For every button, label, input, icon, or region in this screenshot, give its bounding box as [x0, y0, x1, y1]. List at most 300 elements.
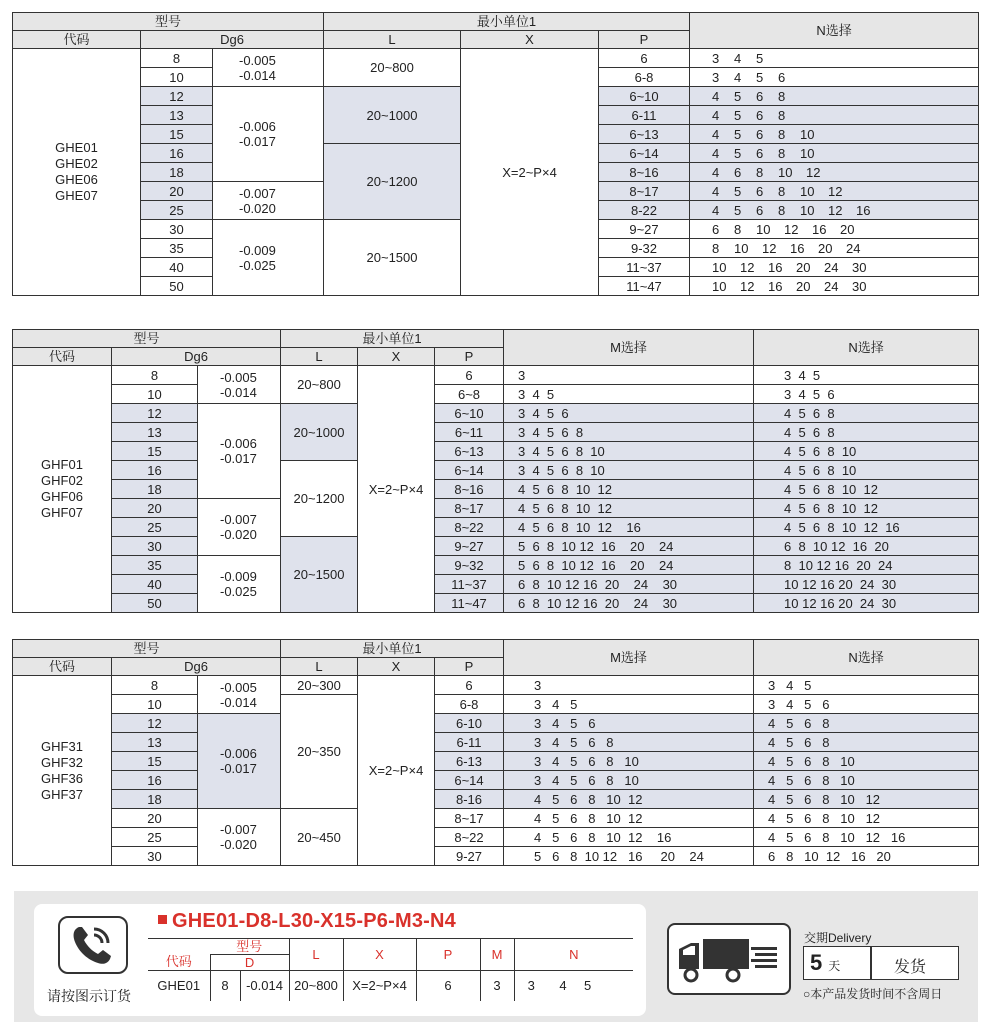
m-select-cell: 3 4 5 [504, 695, 754, 714]
ex-header-n: N [514, 939, 633, 971]
n-select-cell [690, 87, 979, 106]
m-select-cell: 3 4 5 6 8 10 [504, 461, 754, 480]
p-cell: 6-8 [435, 695, 504, 714]
n-select-cell: 4 5 6 8 10 [754, 752, 979, 771]
code-value: GHF07 [41, 505, 83, 520]
n-value: 6 [778, 69, 786, 85]
code-cell [13, 49, 141, 296]
p-cell: 8~17 [435, 499, 504, 518]
n-value: 5 [734, 107, 742, 123]
m-select-cell: 3 4 5 6 8 10 [504, 752, 754, 771]
n-select-cell [690, 201, 979, 220]
table-row [13, 556, 979, 575]
n-select-cell: 3 4 5 6 [754, 695, 979, 714]
n-value: 8 [778, 202, 786, 218]
code-value: GHF01 [41, 457, 83, 472]
m-select-cell: 4 5 6 8 10 12 [504, 790, 754, 809]
code-cell [13, 676, 112, 866]
n-value: 10 [734, 240, 749, 256]
n-value: 24 [846, 240, 861, 256]
d-cell: 10 [112, 385, 198, 404]
ex-value-tol: -0.014 [240, 971, 289, 1002]
d-cell: 15 [112, 752, 198, 771]
n-value: 4 [734, 50, 742, 66]
n-select-cell: 4 5 6 8 [754, 714, 979, 733]
m-select-cell: 3 4 5 6 8 [504, 733, 754, 752]
p-cell: 8~16 [599, 163, 690, 182]
n-value: 8 [778, 145, 786, 161]
n-value: 16 [768, 259, 783, 275]
header-type: 型号 [13, 13, 324, 31]
p-cell: 6~14 [435, 461, 504, 480]
n-select-cell [690, 258, 979, 277]
p-cell: 6 [435, 366, 504, 385]
tolerance-upper: -0.007 [220, 512, 257, 527]
p-cell: 11~37 [435, 575, 504, 594]
ex-value-d: 8 [210, 971, 240, 1002]
m-select-cell: 6 8 10 12 16 20 24 30 [504, 575, 754, 594]
code-value: GHF37 [41, 786, 83, 802]
code-value: GHF06 [41, 489, 83, 504]
p-cell: 6-11 [599, 106, 690, 125]
n-select-cell: 4 5 6 8 10 12 [754, 499, 979, 518]
d-cell: 12 [112, 714, 198, 733]
n-select-cell [690, 49, 979, 68]
n-value: 5 [756, 69, 764, 85]
truck-icon [667, 923, 791, 995]
p-cell: 8~22 [435, 518, 504, 537]
n-value: 20 [796, 259, 811, 275]
delivery-days-unit: 天 [828, 959, 841, 973]
tolerance-lower: -0.017 [239, 134, 276, 149]
m-select-cell: 6 8 10 12 16 20 24 30 [504, 594, 754, 613]
tolerance-lower: -0.017 [220, 451, 257, 466]
table-row [13, 771, 979, 790]
l-cell: 20~1000 [324, 87, 461, 144]
header-l: L [281, 658, 358, 676]
n-select-cell: 4 5 6 8 10 12 [754, 480, 979, 499]
n-select-cell: 4 5 6 8 10 12 [754, 790, 979, 809]
example-part-number [158, 910, 456, 933]
header-code: 代码 [13, 348, 112, 366]
tolerance-upper: -0.006 [220, 436, 257, 451]
tolerance-lower: -0.014 [220, 694, 257, 710]
l-cell: 20~350 [281, 695, 358, 809]
d-cell: 35 [141, 239, 213, 258]
p-cell: 6~13 [599, 125, 690, 144]
p-cell: 8-16 [435, 790, 504, 809]
p-cell: 9~27 [435, 537, 504, 556]
tolerance-upper: -0.009 [220, 569, 257, 584]
n-value: 10 [800, 202, 815, 218]
tolerance-cell [213, 87, 324, 182]
ex-header-p: P [416, 939, 480, 971]
tolerance-cell [198, 366, 281, 404]
table-row [13, 499, 979, 518]
n-value: 6 [712, 221, 720, 237]
m-select-cell: 4 5 6 8 10 12 16 [504, 828, 754, 847]
table-row [13, 828, 979, 847]
table-row [13, 809, 979, 828]
ex-value-m: 3 [480, 971, 514, 1002]
header-m-select: M选择 [504, 330, 754, 366]
d-cell: 50 [112, 594, 198, 613]
ex-value-n1: 3 [514, 971, 548, 1002]
code-cell [13, 366, 112, 613]
n-value: 20 [818, 240, 833, 256]
n-select-cell [690, 68, 979, 87]
d-cell: 30 [112, 537, 198, 556]
tolerance-cell [213, 182, 324, 220]
delivery-days-value: 5 [810, 950, 823, 975]
d-cell: 18 [112, 480, 198, 499]
header-min-unit: 最小单位1 [324, 13, 690, 31]
code-value: GHF32 [41, 754, 83, 770]
spec-table-ghe [12, 12, 979, 296]
n-select-cell: 4 5 6 8 10 12 16 [754, 828, 979, 847]
l-cell: 20~1200 [324, 144, 461, 220]
p-cell: 6-8 [599, 68, 690, 87]
n-value: 8 [756, 164, 764, 180]
d-cell: 25 [112, 828, 198, 847]
d-cell: 30 [141, 220, 213, 239]
m-select-cell: 3 4 5 6 [504, 714, 754, 733]
tolerance-cell [198, 556, 281, 613]
tolerance-lower: -0.025 [239, 257, 276, 273]
p-cell: 11~47 [435, 594, 504, 613]
n-value: 6 [756, 107, 764, 123]
header-type: 型号 [13, 330, 281, 348]
tolerance-cell [198, 404, 281, 499]
n-value: 12 [740, 259, 755, 275]
n-value: 5 [756, 50, 764, 66]
n-value: 5 [734, 183, 742, 199]
table-row [13, 404, 979, 423]
n-value: 16 [812, 221, 827, 237]
tolerance-upper: -0.005 [239, 52, 276, 68]
tolerance-lower: -0.020 [239, 200, 276, 216]
n-select-cell: 6 8 10 12 16 20 [754, 847, 979, 866]
n-value: 12 [806, 164, 821, 180]
m-select-cell: 3 4 5 6 8 10 [504, 771, 754, 790]
tolerance-upper: -0.006 [239, 119, 276, 134]
p-cell: 6 [599, 49, 690, 68]
order-instruction: 请按图示订货 [47, 988, 131, 1004]
x-cell: X=2~P×4 [358, 676, 435, 866]
m-select-cell: 5 6 8 10 12 16 20 24 [504, 556, 754, 575]
n-value: 6 [756, 126, 764, 142]
d-cell: 25 [112, 518, 198, 537]
n-select-cell: 4 5 6 8 10 [754, 771, 979, 790]
table-row [13, 423, 979, 442]
square-bullet-icon [158, 915, 167, 924]
header-code: 代码 [13, 658, 112, 676]
n-value: 6 [734, 164, 742, 180]
tolerance-lower: -0.025 [220, 584, 257, 599]
header-n-select: N选择 [754, 640, 979, 676]
p-cell: 6~11 [435, 423, 504, 442]
d-cell: 20 [112, 809, 198, 828]
d-cell: 8 [112, 366, 198, 385]
x-cell: X=2~P×4 [461, 49, 599, 296]
ex-value-p: 6 [416, 971, 480, 1002]
code-value: GHE01 [55, 140, 98, 155]
d-cell: 35 [112, 556, 198, 575]
p-cell: 6~10 [435, 404, 504, 423]
m-select-cell: 3 [504, 366, 754, 385]
ex-header-code: 代码 [148, 955, 210, 971]
ex-header-type: 型号 [210, 939, 289, 955]
ex-value-l: 20~800 [289, 971, 343, 1002]
ex-value-n3: 5 [578, 971, 633, 1002]
n-value: 6 [756, 145, 764, 161]
n-select-cell: 4 5 6 8 [754, 423, 979, 442]
n-select-cell: 6 8 10 12 16 20 [754, 537, 979, 556]
m-select-cell: 5 6 8 10 12 16 20 24 [504, 537, 754, 556]
tolerance-cell [198, 499, 281, 556]
delivery-note [803, 985, 942, 1002]
n-value: 8 [778, 107, 786, 123]
n-select-cell: 4 5 6 8 10 [754, 461, 979, 480]
example-code-text: GHE01-D8-L30-X15-P6-M3-N4 [172, 910, 456, 932]
m-select-cell: 4 5 6 8 10 12 16 [504, 518, 754, 537]
p-cell: 8~16 [435, 480, 504, 499]
m-select-cell: 3 [504, 676, 754, 695]
header-x: X [358, 348, 435, 366]
n-value: 5 [734, 88, 742, 104]
n-value: 3 [712, 50, 720, 66]
header-type: 型号 [13, 640, 281, 658]
tolerance-lower: -0.020 [220, 527, 257, 542]
ex-value-n2: 4 [548, 971, 578, 1002]
p-cell: 6-11 [435, 733, 504, 752]
tolerance-upper: -0.007 [239, 185, 276, 201]
table-row [13, 575, 979, 594]
p-cell: 8~17 [435, 809, 504, 828]
n-value: 12 [784, 221, 799, 237]
d-cell: 15 [112, 442, 198, 461]
code-value: GHF36 [41, 770, 83, 786]
n-select-cell: 10 12 16 20 24 30 [754, 575, 979, 594]
d-cell: 18 [112, 790, 198, 809]
table-row [13, 676, 979, 695]
ex-header-l: L [289, 939, 343, 971]
table-row [13, 366, 979, 385]
tolerance-upper: -0.009 [239, 242, 276, 258]
delivery-label: 交期Delivery [804, 931, 872, 945]
header-p: P [435, 348, 504, 366]
n-value: 8 [778, 183, 786, 199]
l-cell: 20~1500 [324, 220, 461, 296]
p-cell: 11~47 [599, 277, 690, 296]
d-cell: 18 [141, 163, 213, 182]
p-cell: 6~14 [435, 771, 504, 790]
n-value: 8 [712, 240, 720, 256]
n-select-cell: 4 5 6 8 10 12 16 [754, 518, 979, 537]
n-select-cell: 10 12 16 20 24 30 [754, 594, 979, 613]
d-cell: 15 [141, 125, 213, 144]
p-cell: 6~8 [435, 385, 504, 404]
d-cell: 20 [141, 182, 213, 201]
table-row [13, 518, 979, 537]
n-select-cell [690, 144, 979, 163]
delivery-note-text: 本产品发货时间不含周日 [810, 987, 943, 1001]
d-cell: 12 [141, 87, 213, 106]
header-x: X [461, 31, 599, 49]
p-cell: 9~32 [435, 556, 504, 575]
p-cell: 9~27 [599, 220, 690, 239]
tolerance-lower: -0.014 [220, 384, 257, 400]
p-cell: 6-10 [435, 714, 504, 733]
d-cell: 50 [141, 277, 213, 296]
d-cell: 8 [112, 676, 198, 695]
tolerance-upper: -0.005 [220, 679, 257, 695]
n-select-cell: 4 5 6 8 10 [754, 442, 979, 461]
d-cell: 13 [141, 106, 213, 125]
delivery-ship: 发货 [894, 959, 927, 976]
table-row [13, 790, 979, 809]
code-value: GHE06 [55, 172, 98, 187]
ex-header-m: M [480, 939, 514, 971]
d-cell: 40 [112, 575, 198, 594]
n-value: 16 [856, 202, 871, 218]
table-row [13, 49, 979, 68]
n-value: 10 [756, 221, 771, 237]
d-cell: 20 [112, 499, 198, 518]
n-value: 4 [712, 202, 720, 218]
table-row [13, 480, 979, 499]
n-value: 4 [712, 164, 720, 180]
d-cell: 8 [141, 49, 213, 68]
n-select-cell [690, 182, 979, 201]
header-n-select: N选择 [690, 13, 979, 49]
p-cell: 9-27 [435, 847, 504, 866]
p-cell: 9-32 [599, 239, 690, 258]
table-row [13, 695, 979, 714]
example-table [148, 938, 633, 1001]
n-value: 8 [778, 126, 786, 142]
m-select-cell: 3 4 5 6 8 [504, 423, 754, 442]
d-cell: 13 [112, 733, 198, 752]
n-select-cell: 8 10 12 16 20 24 [754, 556, 979, 575]
n-value: 4 [712, 126, 720, 142]
n-value: 20 [840, 221, 855, 237]
delivery-box [803, 946, 959, 980]
n-value: 10 [800, 145, 815, 161]
ex-header-x: X [343, 939, 416, 971]
d-cell: 16 [112, 461, 198, 480]
table-row [13, 461, 979, 480]
d-cell: 16 [112, 771, 198, 790]
m-select-cell: 3 4 5 [504, 385, 754, 404]
m-select-cell: 3 4 5 6 8 10 [504, 442, 754, 461]
p-cell: 8-22 [599, 201, 690, 220]
code-value: GHF31 [41, 738, 83, 754]
header-p: P [599, 31, 690, 49]
tolerance-upper: -0.005 [220, 369, 257, 385]
n-value: 4 [712, 107, 720, 123]
n-select-cell: 3 4 5 6 [754, 385, 979, 404]
n-value: 20 [796, 278, 811, 294]
header-p: P [435, 658, 504, 676]
n-value: 4 [712, 145, 720, 161]
n-select-cell [690, 277, 979, 296]
delivery-days [810, 950, 866, 974]
n-select-cell [690, 125, 979, 144]
d-cell: 13 [112, 423, 198, 442]
header-min-unit: 最小单位1 [281, 330, 504, 348]
p-cell: 6~10 [599, 87, 690, 106]
l-cell: 20~800 [281, 366, 358, 404]
m-select-cell: 4 5 6 8 10 12 [504, 499, 754, 518]
tolerance-cell [198, 809, 281, 866]
n-value: 4 [712, 183, 720, 199]
d-cell: 12 [112, 404, 198, 423]
n-select-cell [690, 239, 979, 258]
code-value: GHE07 [55, 188, 98, 203]
d-cell: 16 [141, 144, 213, 163]
d-cell: 10 [141, 68, 213, 87]
circle-bullet-icon: ○ [803, 987, 811, 1001]
n-value: 6 [756, 183, 764, 199]
p-cell: 6 [435, 676, 504, 695]
n-value: 8 [734, 221, 742, 237]
l-cell: 20~300 [281, 676, 358, 695]
header-x: X [358, 658, 435, 676]
table-row [13, 847, 979, 866]
n-value: 6 [756, 202, 764, 218]
n-value: 10 [712, 259, 727, 275]
header-min-unit: 最小单位1 [281, 640, 504, 658]
n-value: 8 [778, 88, 786, 104]
n-select-cell: 4 5 6 8 [754, 404, 979, 423]
tolerance-cell [213, 220, 324, 296]
m-select-cell: 5 6 8 10 12 16 20 24 [504, 847, 754, 866]
d-cell: 10 [112, 695, 198, 714]
l-cell: 20~1200 [281, 461, 358, 537]
n-value: 16 [790, 240, 805, 256]
header-dg6: Dg6 [141, 31, 324, 49]
n-select-cell: 3 4 5 [754, 366, 979, 385]
n-value: 4 [734, 69, 742, 85]
header-code: 代码 [13, 31, 141, 49]
tolerance-cell [198, 714, 281, 809]
table-row [13, 714, 979, 733]
header-dg6: Dg6 [112, 348, 281, 366]
n-value: 30 [852, 259, 867, 275]
d-cell: 30 [112, 847, 198, 866]
l-cell: 20~1000 [281, 404, 358, 461]
n-value: 6 [756, 88, 764, 104]
m-select-cell: 4 5 6 8 10 12 [504, 809, 754, 828]
tolerance-upper: -0.006 [220, 746, 257, 761]
n-value: 12 [762, 240, 777, 256]
n-value: 12 [828, 183, 843, 199]
tolerance-lower: -0.014 [239, 67, 276, 83]
ex-value-x: X=2~P×4 [343, 971, 416, 1002]
tolerance-lower: -0.017 [220, 761, 257, 776]
tolerance-lower: -0.020 [220, 837, 257, 852]
table-row [13, 385, 979, 404]
code-value: GHE02 [55, 156, 98, 171]
n-value: 4 [712, 88, 720, 104]
x-cell: X=2~P×4 [358, 366, 435, 613]
l-cell: 20~800 [324, 49, 461, 87]
n-select-cell [690, 163, 979, 182]
table-row [13, 442, 979, 461]
p-cell: 6-13 [435, 752, 504, 771]
header-l: L [281, 348, 358, 366]
